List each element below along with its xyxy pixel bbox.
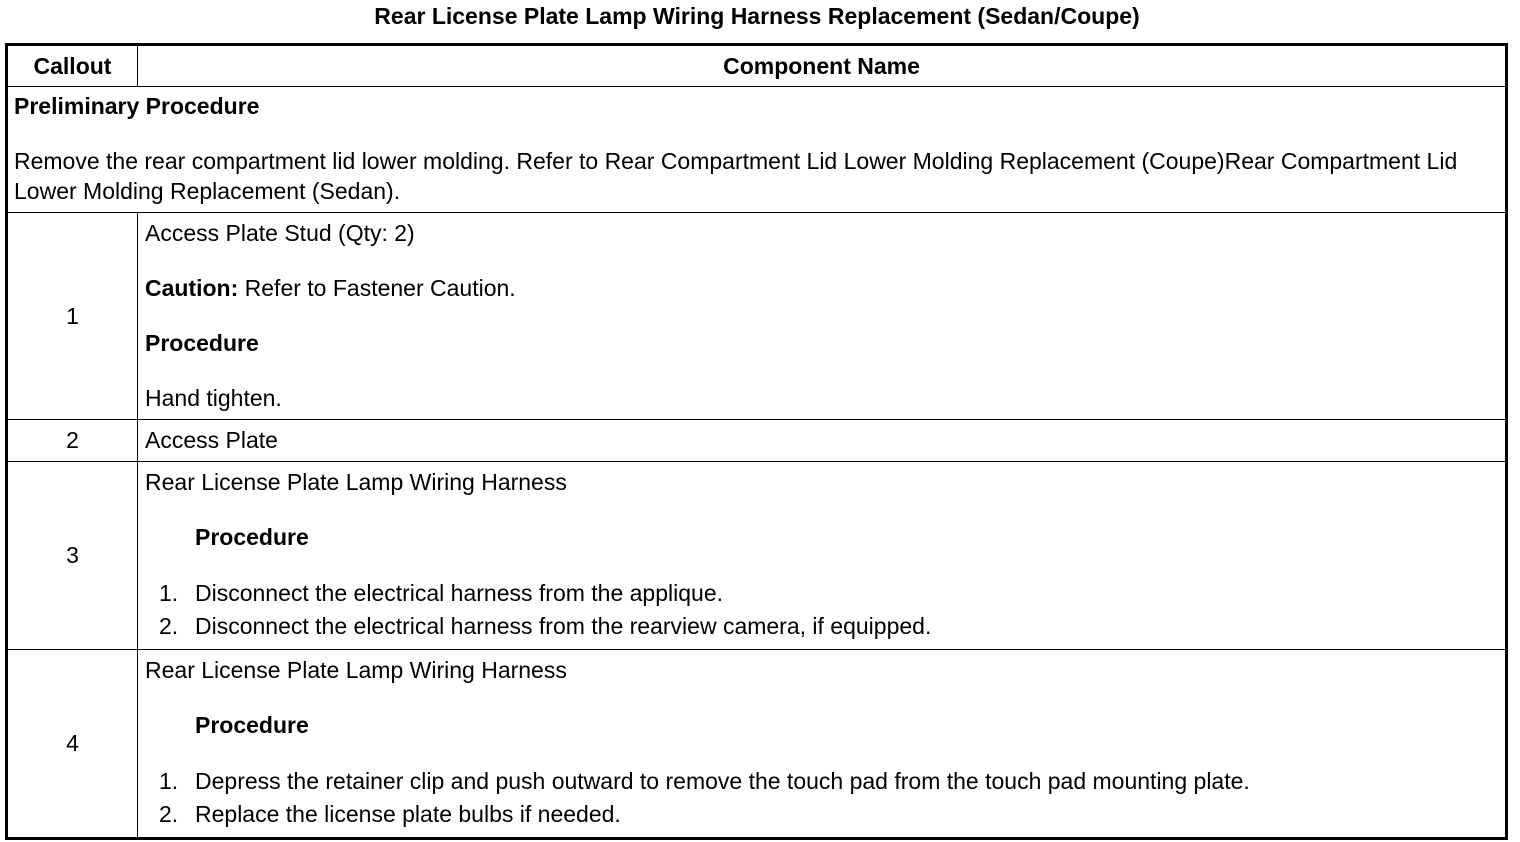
caution-note: [145, 273, 1499, 303]
page-title: Rear License Plate Lamp Wiring Harness Replacement (Sedan/Coupe): [374, 3, 1140, 29]
callout-number: 2: [7, 420, 138, 462]
component-cell: [138, 213, 1507, 420]
procedure-table: [5, 43, 1508, 840]
procedure-step: [145, 577, 1499, 610]
table-header-row: [7, 45, 1507, 87]
step-text: Replace the license plate bulbs if needed.: [195, 801, 621, 827]
component-name: Access Plate Stud (Qty: 2): [145, 220, 415, 246]
caution-label: Caution:: [145, 275, 239, 301]
component-cell: [138, 462, 1507, 650]
procedure-heading: Procedure: [145, 330, 259, 356]
component-cell: [138, 420, 1507, 462]
preliminary-procedure-heading: Preliminary Procedure: [14, 93, 260, 119]
callout-number: 3: [7, 462, 138, 650]
step-text: Depress the retainer clip and push outward to remove the touch pad from the touch pad mounting plate.: [195, 768, 1250, 794]
procedure-step: [145, 765, 1499, 798]
procedure-heading: Procedure: [195, 712, 309, 738]
callout-column-header: Callout: [7, 45, 138, 87]
procedure-step: [145, 798, 1499, 831]
preliminary-procedure-cell: [7, 87, 1507, 213]
step-number: 1.: [159, 768, 179, 794]
step-number: 2.: [159, 613, 179, 639]
procedure-heading: Procedure: [195, 524, 309, 550]
table-row: [7, 462, 1507, 650]
component-name: Rear License Plate Lamp Wiring Harness: [145, 469, 567, 495]
component-cell: [138, 650, 1507, 839]
component-name: Access Plate: [145, 427, 278, 453]
table-row: [7, 650, 1507, 839]
procedure-step: [145, 610, 1499, 643]
callout-number: 4: [7, 650, 138, 839]
table-row: [7, 213, 1507, 420]
step-number: 1.: [159, 580, 179, 606]
procedure-steps: [145, 577, 1499, 643]
component-name-column-header: Component Name: [138, 45, 1507, 87]
step-text: Disconnect the electrical harness from the applique.: [195, 580, 724, 606]
caution-text: Refer to Fastener Caution.: [238, 275, 516, 301]
table-row: [7, 420, 1507, 462]
preliminary-procedure-text: Remove the rear compartment lid lower molding. Refer to Rear Compartment Lid Lower Molding Replacement (Coupe)Rear Compartment Lid Lower Molding Replacement (Sedan).: [14, 148, 1458, 204]
procedure-steps: [145, 765, 1499, 831]
step-number: 2.: [159, 801, 179, 827]
preliminary-procedure-row: [7, 87, 1507, 213]
procedure-text: Hand tighten.: [145, 385, 282, 411]
callout-number: 1: [7, 213, 138, 420]
component-name: Rear License Plate Lamp Wiring Harness: [145, 657, 567, 683]
step-text: Disconnect the electrical harness from the rearview camera, if equipped.: [195, 613, 932, 639]
